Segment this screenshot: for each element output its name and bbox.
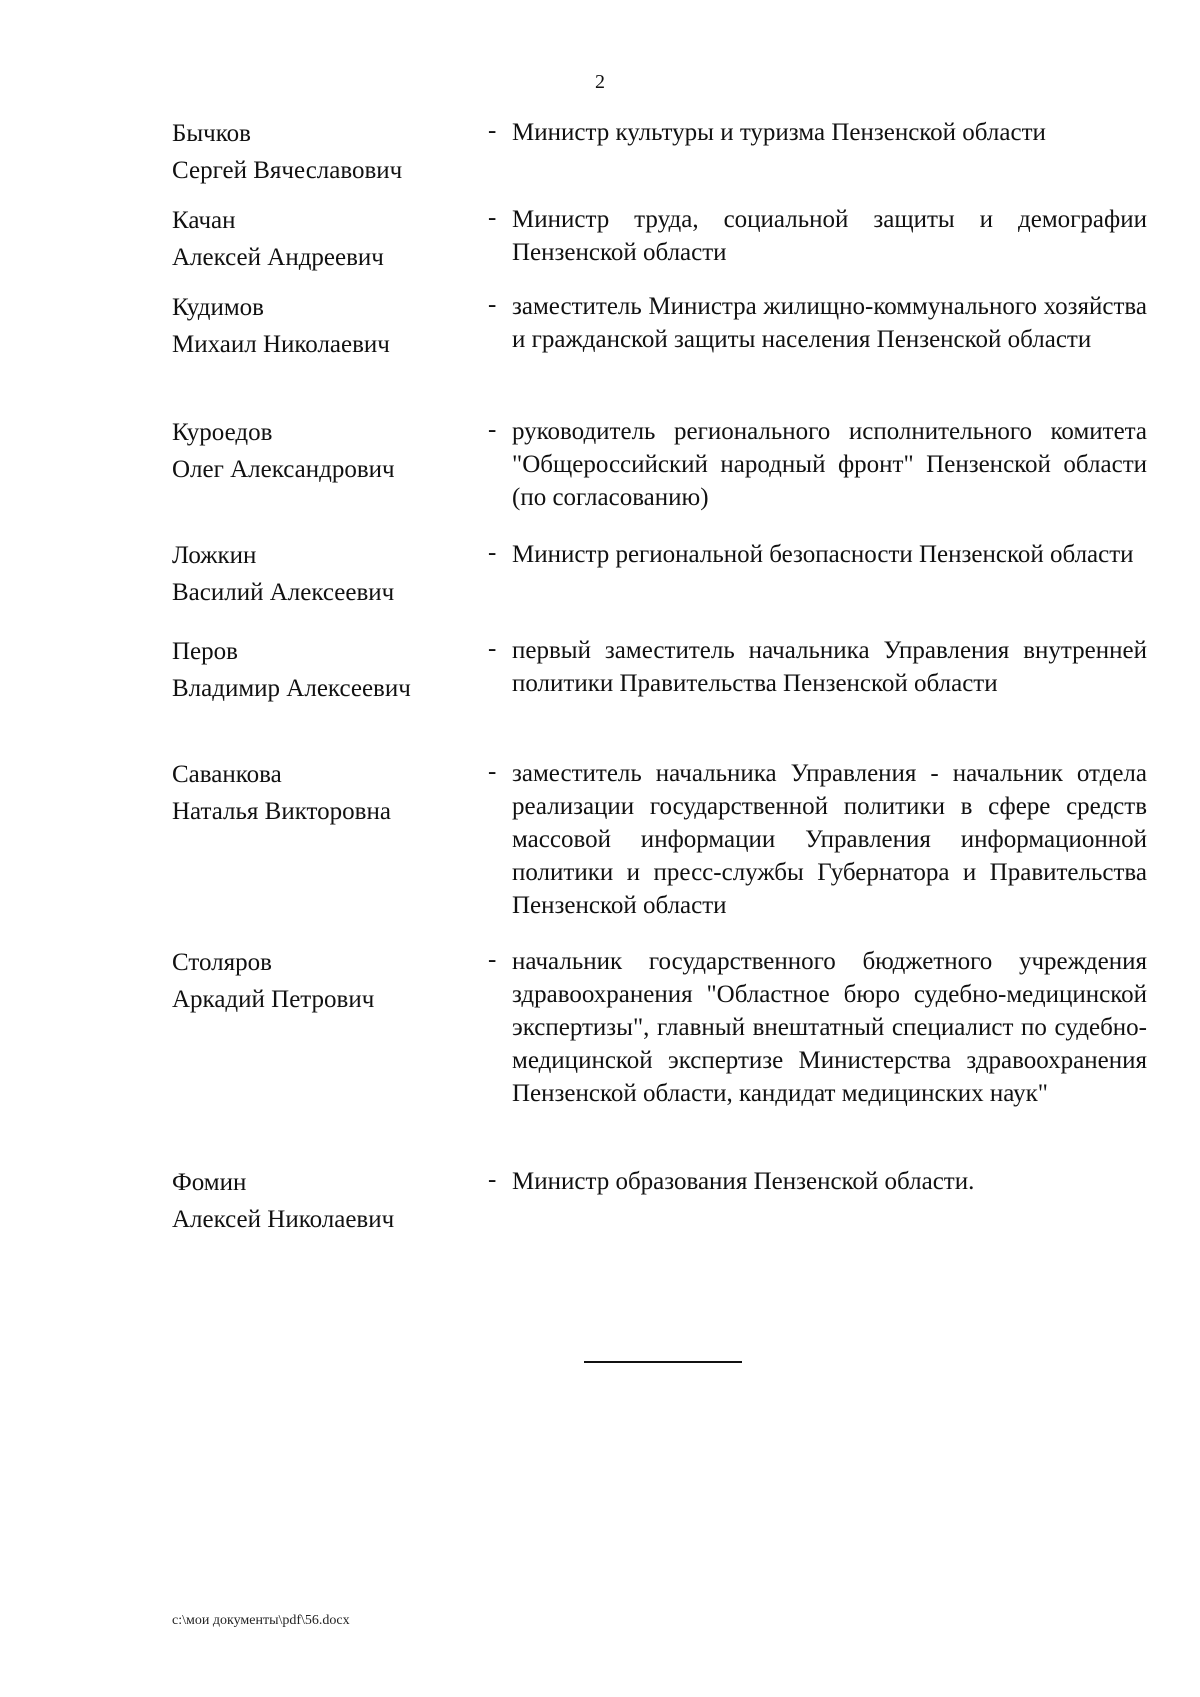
members-list — [172, 114, 1147, 1243]
member-role: Министр труда, социальной защиты и демографии Пензенской области — [512, 206, 1147, 266]
member-name — [172, 1163, 484, 1238]
member-given-names: Михаил Николаевич — [172, 331, 390, 358]
member-name — [172, 201, 484, 276]
member-name — [172, 114, 484, 189]
member-surname: Куроедов — [172, 419, 273, 446]
member-role: заместитель Министра жилищно-коммунального хозяйства и гражданской защиты населения Пензенской области — [512, 293, 1147, 353]
member-role: Министр культуры и туризма Пензенской области — [512, 119, 1046, 146]
member-dash: - — [488, 416, 497, 443]
member-dash: - — [488, 117, 497, 144]
member-name — [172, 536, 484, 611]
page-number: 2 — [595, 71, 605, 93]
member-row — [172, 755, 1147, 943]
member-dash: - — [488, 539, 497, 566]
member-dash: - — [488, 946, 497, 973]
member-row — [172, 288, 1147, 413]
member-dash: - — [488, 758, 497, 785]
member-row — [172, 201, 1147, 288]
member-given-names: Наталья Викторовна — [172, 798, 391, 825]
member-role: Министр региональной безопасности Пензенской области — [512, 541, 1134, 568]
member-name — [172, 943, 484, 1018]
member-given-names: Сергей Вячеславович — [172, 157, 403, 184]
member-given-names: Аркадий Петрович — [172, 986, 375, 1013]
member-given-names: Алексей Николаевич — [172, 1206, 395, 1233]
member-surname: Перов — [172, 638, 238, 665]
member-given-names: Василий Алексеевич — [172, 579, 395, 606]
member-dash: - — [488, 1166, 497, 1193]
closing-separator-line — [584, 1361, 742, 1363]
member-row — [172, 413, 1147, 536]
member-name — [172, 413, 484, 488]
member-dash: - — [488, 635, 497, 662]
member-name — [172, 755, 484, 830]
member-role: руководитель регионального исполнительного комитета "Общероссийский народный фронт" Пензенской области (по согласованию) — [512, 418, 1147, 511]
member-row — [172, 536, 1147, 632]
member-role: начальник государственного бюджетного учреждения здравоохранения "Областное бюро судебно-медицинской экспертизы", главный внештатный специалист по судебно-медицинской экспертизе Министерства здравоохранения Пензенской области, кандидат медицинских наук" — [512, 948, 1147, 1107]
member-name — [172, 288, 484, 363]
member-row — [172, 114, 1147, 201]
member-surname: Фомин — [172, 1169, 247, 1196]
member-row — [172, 943, 1147, 1163]
member-role: первый заместитель начальника Управления внутренней политики Правительства Пензенской области — [512, 637, 1147, 697]
member-row — [172, 632, 1147, 755]
member-given-names: Алексей Андреевич — [172, 244, 384, 271]
member-given-names: Владимир Алексеевич — [172, 675, 411, 702]
member-surname: Ложкин — [172, 542, 257, 569]
member-given-names: Олег Александрович — [172, 456, 395, 483]
member-role: заместитель начальника Управления - начальник отдела реализации государственной политики в сфере средств массовой информации Управления информационной политики и пресс-службы Губернатора и Правительства Пензенской области — [512, 760, 1147, 919]
member-surname: Качан — [172, 207, 236, 234]
member-role: Министр образования Пензенской области. — [512, 1168, 975, 1195]
member-surname: Кудимов — [172, 294, 264, 321]
document-file-path: c:\мои документы\pdf\56.docx — [172, 1613, 350, 1628]
member-surname: Столяров — [172, 949, 272, 976]
member-name — [172, 632, 484, 707]
member-dash: - — [488, 291, 497, 318]
member-dash: - — [488, 204, 497, 231]
member-surname: Бычков — [172, 120, 251, 147]
member-row — [172, 1163, 1147, 1243]
member-surname: Саванкова — [172, 761, 282, 788]
